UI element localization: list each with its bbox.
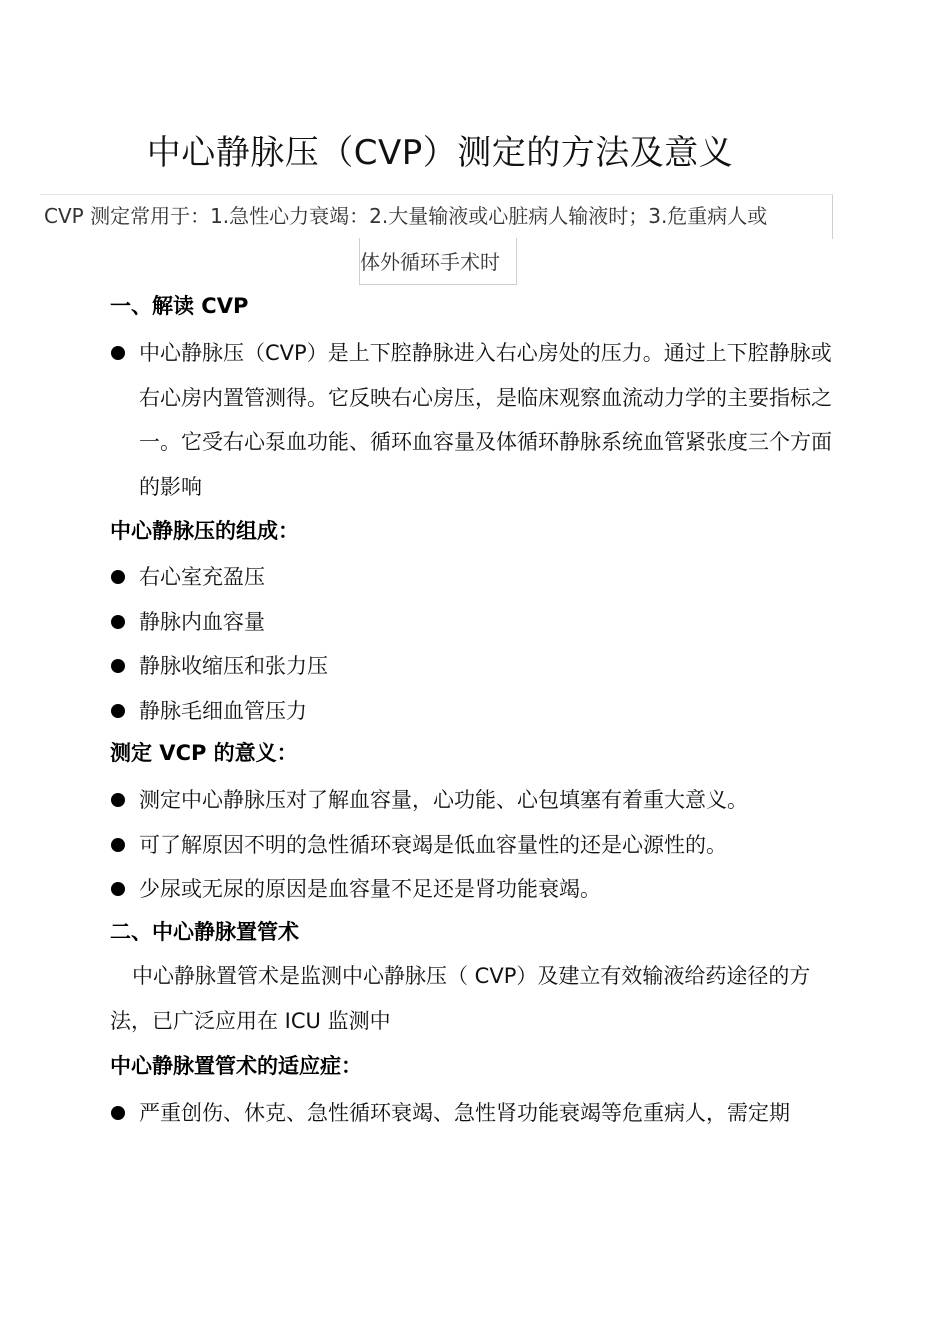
document-title: 中心静脉压（CVP）测定的方法及意义	[146, 133, 734, 173]
list-item-text: 静脉内血容量	[139, 609, 265, 634]
list-item-text: 静脉收缩压和张力压	[139, 654, 328, 678]
section-1-heading: 一、解读 CVP	[110, 294, 249, 318]
list-item	[110, 823, 840, 868]
list-item	[110, 600, 840, 645]
list-item	[110, 331, 840, 509]
bullet-icon	[111, 882, 125, 896]
list-item-text: 严重创伤、休克、急性循环衰竭、急性肾功能衰竭等危重病人，需定期	[139, 1101, 790, 1125]
significance-list	[110, 778, 840, 912]
bullet-icon	[111, 1106, 125, 1120]
list-item	[110, 689, 840, 734]
list-item-text: 测定中心静脉压对了解血容量，心功能、心包填塞有着重大意义。	[139, 788, 748, 812]
list-item-text: 右心室充盈压	[139, 565, 265, 589]
section-2-paragraph: 中心静脉置管术是监测中心静脉压（ CVP）及建立有效输液给药途径的方法，已广泛应用在 ICU 监测中	[110, 964, 811, 1033]
list-item	[110, 778, 840, 823]
bullet-icon	[111, 793, 125, 807]
composition-list	[110, 555, 840, 733]
list-item	[110, 1091, 840, 1136]
indications-heading: 中心静脉置管术的适应症：	[110, 1054, 362, 1078]
indications-list	[110, 1091, 840, 1136]
list-item-text: 可了解原因不明的急性循环衰竭是低血容量性的还是心源性的。	[139, 832, 727, 857]
bullet-icon	[111, 570, 125, 584]
list-item	[110, 644, 840, 689]
composition-heading: 中心静脉压的组成：	[110, 519, 299, 543]
bullet-icon	[111, 704, 125, 718]
intro-text-line-1: CVP 测定常用于：1.急性心力衰竭：2.大量输液或心脏病人输液时；3.危重病人或	[44, 204, 768, 228]
significance-heading: 测定 VCP 的意义：	[110, 741, 298, 765]
list-item-text: 静脉毛细血管压力	[139, 698, 307, 723]
list-item	[110, 555, 840, 600]
list-item	[110, 867, 840, 912]
section-2-heading: 二、中心静脉置管术	[110, 920, 299, 944]
list-item-text: 少尿或无尿的原因是血容量不足还是肾功能衰竭。	[139, 877, 601, 901]
bullet-icon	[111, 838, 125, 852]
list-item-text: 中心静脉压（CVP）是上下腔静脉进入右心房处的压力。通过上下腔静脉或右心房内置管测得。它反映右心房压，是临床观察血流动力学的主要指标之一。它受右心泵血功能、循环血容量及体循环静脉系统血管紧张度三个方面的影响	[139, 341, 832, 499]
bullet-icon	[111, 659, 125, 673]
intro-text-line-2: 体外循环手术时	[360, 250, 500, 274]
bullet-icon	[111, 615, 125, 629]
bullet-icon	[111, 346, 125, 360]
section-1-bullet-paragraph	[110, 331, 840, 509]
